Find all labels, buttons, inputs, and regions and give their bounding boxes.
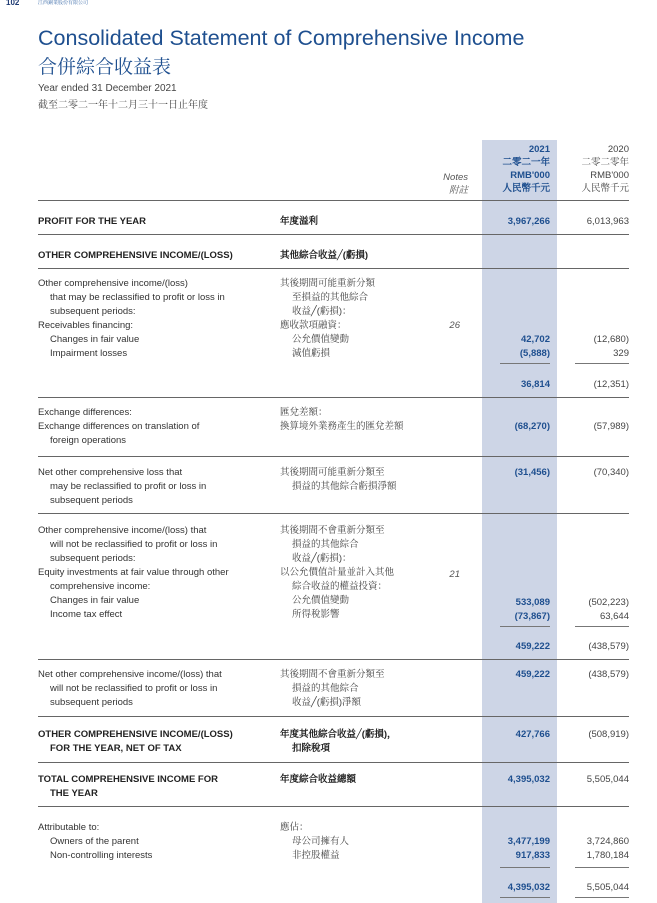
equity-fair-value-2020: (502,223) [588, 597, 629, 608]
section-rule [38, 234, 629, 235]
section-rule [38, 513, 629, 514]
section-rule [38, 397, 629, 398]
attributable-label-zh: 應佔： 母公司擁有人 非控股權益 [280, 822, 350, 861]
year-2020-header: 2020 二零二零年 RMB'000 人民幣千元 [581, 144, 629, 194]
subtotal-rule-2020 [575, 626, 629, 627]
net-not-reclass-label-zh: 其後期間不會重新分類至 損益的其他綜合 收益╱(虧損)淨額 [280, 669, 385, 708]
reclass-label-en: Other comprehensive income/(loss) that may be reclassified to profit or loss in subsequent periods: Receivables financing: Changes in fair value Impairment losses [38, 278, 225, 359]
net-not-reclass-2021: 459,222 [515, 669, 550, 680]
receivables-subtotal-2021: 36,814 [520, 379, 550, 390]
header-rule [38, 200, 629, 201]
net-not-reclass-label-en: Net other comprehensive income/(loss) that will not be reclassified to profit or loss in subsequent periods [38, 669, 222, 708]
current-year-column-highlight [482, 140, 557, 903]
page-title-zh: 合併綜合收益表 [38, 57, 172, 78]
total-ci-2021: 4,395,032 [507, 774, 550, 785]
exchange-2020: (57,989) [593, 421, 629, 432]
subtotal-rule-2020 [575, 363, 629, 364]
attributable-label-en: Attributable to: Owners of the parent Non-controlling interests [38, 822, 153, 861]
oci-total-2020: (508,919) [588, 729, 629, 740]
double-rule-2020 [575, 897, 629, 898]
equity-fair-value-2021: 533,089 [515, 597, 550, 608]
attributable-total-2021: 4,395,032 [507, 882, 550, 893]
owners-parent-2021: 3,477,199 [507, 836, 550, 847]
income-tax-effect-2020: 63,644 [599, 611, 629, 622]
net-reclass-label-zh: 其後期間可能重新分類至 損益的其他綜合虧損淨額 [280, 467, 397, 492]
note-21: 21 [449, 569, 460, 580]
receivables-fair-value-2020: (12,680) [593, 334, 629, 345]
total-rule-2021 [500, 867, 550, 868]
oci-total-label-zh: 年度其他綜合收益╱(虧損)， 扣除稅項 [280, 729, 397, 754]
total-ci-2020: 5,505,044 [586, 774, 629, 785]
receivables-fair-value-2021: 42,702 [520, 334, 550, 345]
section-rule [38, 659, 629, 660]
equity-subtotal-2021: 459,222 [515, 641, 550, 652]
income-tax-effect-2021: (73,867) [514, 611, 550, 622]
total-ci-label-en: TOTAL COMPREHENSIVE INCOME FOR THE YEAR [38, 774, 218, 799]
subtotal-rule-2021 [500, 626, 550, 627]
attributable-total-2020: 5,505,044 [586, 882, 629, 893]
total-rule-2020 [575, 867, 629, 868]
profit-2020: 6,013,963 [586, 216, 629, 227]
net-reclass-label-en: Net other comprehensive loss that may be reclassified to profit or loss in subsequent periods [38, 467, 207, 506]
equity-subtotal-2020: (438,579) [588, 641, 629, 652]
period-zh: 截至二零二一年十二月三十一日止年度 [38, 100, 208, 111]
profit-label-zh: 年度溢利 [280, 216, 319, 227]
total-ci-label-zh: 年度綜合收益總額 [280, 774, 357, 785]
profit-label-en: PROFIT FOR THE YEAR [38, 216, 147, 227]
oci-heading-zh: 其他綜合收益╱(虧損) [280, 250, 369, 261]
section-rule [38, 762, 629, 763]
period-en: Year ended 31 December 2021 [38, 83, 177, 94]
section-rule [38, 456, 629, 457]
oci-heading-en: OTHER COMPREHENSIVE INCOME/(LOSS) [38, 250, 233, 261]
subtotal-rule-2021 [500, 363, 550, 364]
section-rule [38, 806, 629, 807]
oci-total-label-en: OTHER COMPREHENSIVE INCOME/(LOSS) FOR THE YEAR, NET OF TAX [38, 729, 233, 754]
owners-parent-2020: 3,724,860 [586, 836, 629, 847]
section-rule [38, 716, 629, 717]
net-not-reclass-2020: (438,579) [588, 669, 629, 680]
exchange-label-en: Exchange differences: Exchange differences on translation of foreign operations [38, 407, 200, 446]
double-rule-2021 [500, 897, 550, 898]
company-name: 江西銅業股份有限公司 [38, 0, 89, 6]
not-reclass-label-zh: 其後期間不會重新分類至 損益的其他綜合 收益╱(虧損)： 以公允價值計量並計入其他 綜合收益的權益投資： 公允價值變動 所得稅影響 [280, 525, 395, 620]
receivables-subtotal-2020: (12,351) [593, 379, 629, 390]
section-rule [38, 268, 629, 269]
net-reclass-2021: (31,456) [514, 467, 550, 478]
page-number: 102 [6, 0, 20, 7]
profit-2021: 3,967,266 [507, 216, 550, 227]
page-title-en: Consolidated Statement of Comprehensive Income [38, 26, 525, 50]
net-reclass-2020: (70,340) [593, 467, 629, 478]
reclass-label-zh: 其後期間可能重新分類 至損益的其他綜合 收益╱(虧損)： 應收款項融資： 公允價值變動 減值虧損 [280, 278, 376, 359]
nci-2020: 1,780,184 [586, 850, 629, 861]
impairment-2021: (5,888) [519, 348, 550, 359]
note-26: 26 [449, 320, 460, 331]
exchange-label-zh: 匯兌差額： 換算境外業務產生的匯兌差額 [280, 407, 404, 432]
exchange-2021: (68,270) [514, 421, 550, 432]
oci-total-2021: 427,766 [515, 729, 550, 740]
not-reclass-label-en: Other comprehensive income/(loss) that will not be reclassified to profit or loss in subsequent periods: Equity investments at fair value through other comprehensive income: Changes in fair value Income tax effect [38, 525, 229, 620]
nci-2021: 917,833 [515, 850, 550, 861]
notes-header: Notes 附註 [443, 172, 468, 196]
year-2021-header: 2021 二零二一年 RMB'000 人民幣千元 [502, 144, 550, 194]
impairment-2020: 329 [613, 348, 629, 359]
